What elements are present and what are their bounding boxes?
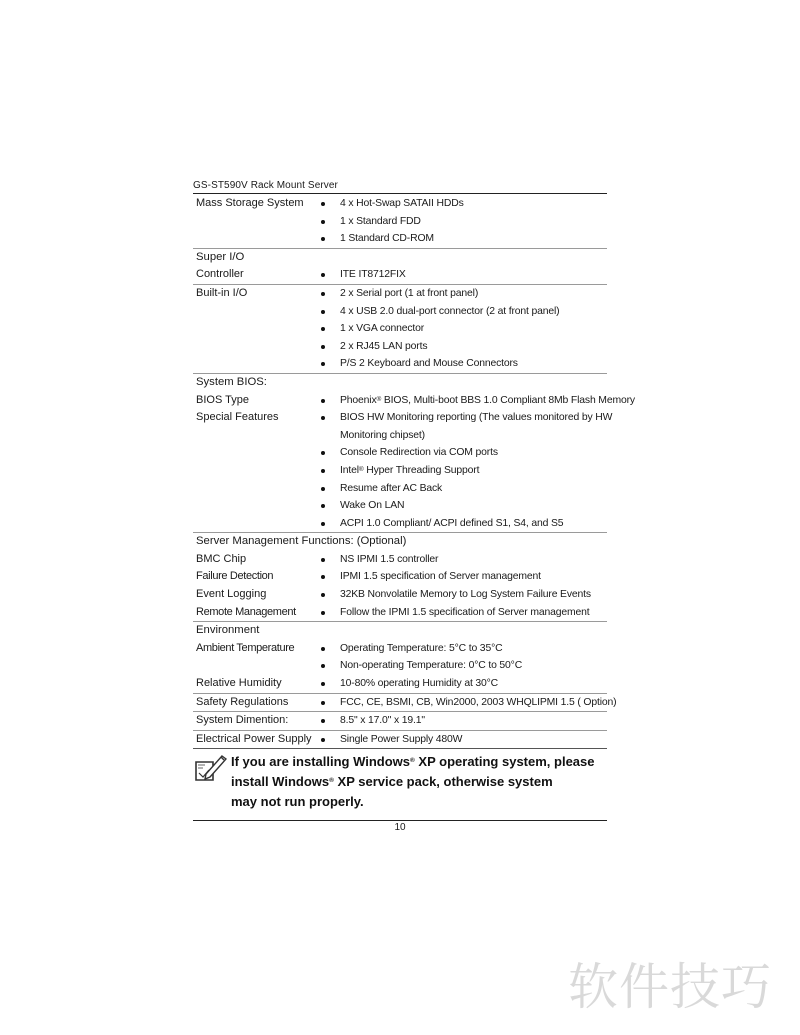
spec-value: ITE IT8712FIX [340,269,406,281]
bullet-icon [321,575,325,579]
note-line-3: may not run properly. [231,794,364,809]
spec-label: Environment [196,624,260,637]
spec-value: 4 x USB 2.0 dual-port connector (2 at front panel) [340,305,560,317]
spec-value: 32KB Nonvolatile Memory to Log System Failure Events [340,589,591,601]
spec-value: BIOS HW Monitoring reporting (The values monitored by HW [340,412,613,424]
spec-value: Wake On LAN [340,500,405,512]
spec-value: P/S 2 Keyboard and Mouse Connectors [340,358,518,370]
spec-value: 2 x Serial port (1 at front panel) [340,287,479,299]
spec-row [193,266,607,284]
spec-row [193,694,617,712]
spec-label: Built-in I/O [196,286,248,299]
spec-label: Remote Management [196,605,296,618]
spec-section [193,195,607,249]
spec-row [193,604,607,622]
spec-row [193,480,607,498]
spec-row [193,285,607,303]
spec-value: Monitoring chipset) [340,429,425,441]
bullet-icon [321,399,325,403]
spec-row [193,444,607,462]
spec-row [193,657,607,675]
header-rule [193,193,607,194]
spec-row [193,303,607,321]
spec-label: Special Features [196,411,279,424]
spec-value: 1 Standard CD-ROM [340,233,434,245]
spec-row [193,533,607,551]
spec-row [193,249,607,267]
bullet-icon [321,504,325,508]
spec-label: System Dimention: [196,714,289,727]
spec-label: Ambient Temperature [196,641,295,654]
bullet-icon [321,701,325,705]
spec-row [193,586,607,604]
bullet-icon [321,664,325,668]
spec-value: Operating Temperature: 5°C to 35°C [340,642,503,654]
spec-value: ACPI 1.0 Compliant/ ACPI defined S1, S4, and S5 [340,517,564,529]
note-line-1: If you are installing Windows® XP operating system, please [231,754,595,769]
bullet-icon [321,237,325,241]
watermark-text: 软件技巧 [568,958,772,1016]
bullet-icon [321,593,325,597]
spec-row [193,195,607,213]
spec-value: 8.5" x 17.0" x 19.1" [340,715,425,727]
spec-row [193,622,607,640]
spec-value: NS IPMI 1.5 controller [340,553,439,565]
spec-row [193,640,607,658]
spec-value: IPMI 1.5 specification of Server management [340,571,541,583]
spec-value: 10-80% operating Humidity at 30°C [340,678,499,690]
note-text [231,752,594,812]
bullet-icon [321,202,325,206]
spec-row [193,515,607,533]
spec-value: FCC, CE, BSMI, CB, Win2000, 2003 WHQLIPMI 1.5 ( Option) [340,696,617,708]
spec-row [193,374,607,392]
spec-value: 2 x RJ45 LAN ports [340,340,428,352]
spec-label: Safety Regulations [196,695,289,708]
spec-label: BMC Chip [196,552,247,565]
spec-label: Electrical Power Supply [196,732,312,745]
spec-section [193,249,607,285]
bullet-icon [321,416,325,420]
spec-row [193,409,613,427]
spec-label: Failure Detection [196,570,274,583]
spec-section [193,622,607,693]
spec-row [193,497,607,515]
pencil-note-icon [193,754,227,784]
bullet-icon [321,558,325,562]
bullet-icon [321,611,325,615]
bullet-icon [321,220,325,224]
spec-value: 1 x Standard FDD [340,215,421,227]
spec-section [193,533,607,622]
bullet-icon [321,362,325,366]
spec-label: System BIOS: [196,375,267,388]
page-number: 10 [394,822,406,833]
spec-section [193,374,635,533]
spec-row [193,427,607,445]
spec-row [193,712,607,730]
bullet-icon [321,273,325,277]
spec-value: Console Redirection via COM ports [340,447,498,459]
installation-note [193,752,607,818]
spec-value: 1 x VGA connector [340,323,425,335]
spec-value: Resume after AC Back [340,482,443,494]
specification-table [193,195,635,749]
spec-value: Single Power Supply 480W [340,733,463,745]
spec-row [193,230,607,248]
spec-section [193,694,617,713]
spec-section [193,731,607,750]
bullet-icon [321,327,325,331]
spec-label: BIOS Type [196,393,249,406]
spec-label: Event Logging [196,588,267,601]
spec-row [193,731,607,749]
bullet-icon [321,292,325,296]
bullet-icon [321,682,325,686]
spec-section [193,285,607,374]
document-header-title: GS-ST590V Rack Mount Server [193,180,338,191]
bullet-icon [321,719,325,723]
spec-row [193,551,607,569]
spec-label: Relative Humidity [196,677,282,690]
spec-row [193,392,635,410]
bullet-icon [321,647,325,651]
bullet-icon [321,522,325,526]
spec-row [193,462,607,480]
bullet-icon [321,487,325,491]
bullet-icon [321,738,325,742]
spec-row [193,213,607,231]
spec-label: Server Management Functions: (Optional) [196,535,407,548]
spec-row [193,568,607,586]
spec-row [193,355,607,373]
spec-row [193,338,607,356]
spec-label: Mass Storage System [196,197,304,209]
bullet-icon [321,345,325,349]
spec-label: Controller [196,268,244,281]
spec-value: Phoenix® BIOS, Multi-boot BBS 1.0 Compliant 8Mb Flash Memory [340,394,635,406]
spec-value: Follow the IPMI 1.5 specification of Server management [340,606,590,618]
spec-row [193,320,607,338]
bullet-icon [321,310,325,314]
spec-label: Super I/O [196,250,245,263]
spec-value: Non-operating Temperature: 0°C to 50°C [340,660,523,672]
spec-value: 4 x Hot-Swap SATAII HDDs [340,198,464,209]
note-line-2: install Windows® XP service pack, otherwise system [231,774,553,789]
spec-value: Intel® Hyper Threading Support [340,464,480,476]
footer-rule [193,820,607,821]
bullet-icon [321,469,325,473]
bullet-icon [321,451,325,455]
spec-section [193,712,607,731]
spec-row [193,675,607,693]
